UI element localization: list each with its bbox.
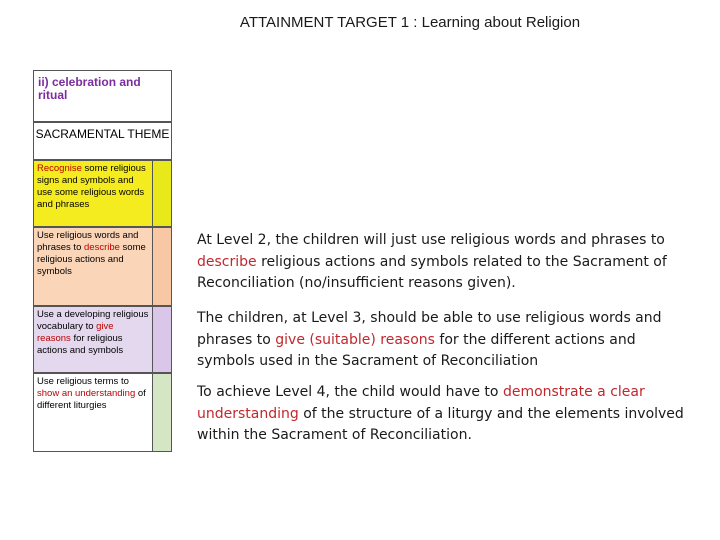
paragraph-level-3: The children, at Level 3, should be able to use religious words and phrases to give (suitable) reasons for the different actions and symbols used in the Sacrament of Reconciliation <box>197 310 662 369</box>
level-row-2 <box>33 227 172 306</box>
level-side-cell-3 <box>152 307 171 372</box>
level-text-4: Use religious terms to show an understanding of different liturgies <box>37 376 146 411</box>
strand-label: ii) celebration and ritual <box>38 75 141 102</box>
strand-box <box>33 70 172 122</box>
level-side-cell-2 <box>152 228 171 305</box>
paragraph-level-4: To achieve Level 4, the child would have to demonstrate a clear understanding of the structure of a liturgy and the elements involved within the Sacrament of Reconciliation. <box>197 384 684 443</box>
level-text-3: Use a developing religious vocabulary to give reasons for religious actions and symbols <box>37 309 149 356</box>
level-row-4 <box>33 373 172 452</box>
theme-label: SACRAMENTAL THEME <box>35 127 170 141</box>
level-row-1 <box>33 160 172 227</box>
theme-box <box>33 122 172 160</box>
level-side-cell-1 <box>152 161 171 226</box>
paragraph-level-2: At Level 2, the children will just use religious words and phrases to describe religious actions and symbols related to the Sacrament of Reconciliation (no/insufficient reasons given). <box>197 232 667 291</box>
level-text-1: Recognise some religious signs and symbols and use some religious words and phrases <box>37 163 146 210</box>
level-text-2: Use religious words and phrases to describe some religious actions and symbols <box>37 230 146 277</box>
page-title: ATTAINMENT TARGET 1 : Learning about Religion <box>239 14 581 31</box>
level-side-cell-4 <box>152 374 171 451</box>
level-row-3 <box>33 306 172 373</box>
